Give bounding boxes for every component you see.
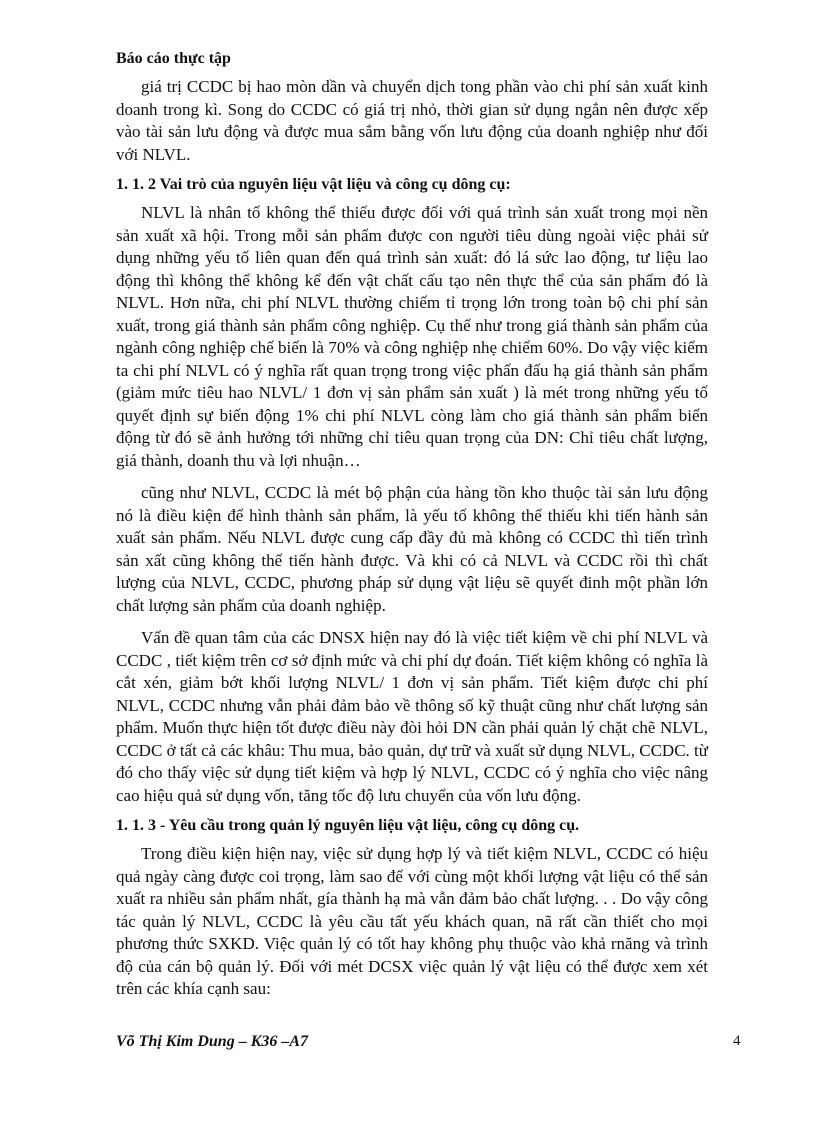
footer-author: Võ Thị Kim Dung – K36 –A7: [116, 1033, 309, 1050]
header-title: Báo cáo thực tập: [116, 50, 231, 67]
paragraph-role-nlvl: NLVL là nhân tố không thể thiếu được đối với quá trình sản xuất trong mọi nền sản xuất xã hội. Trong mỗi sản phẩm được con người tiêu dùng ngoài việc phải sử dụng những yếu tố liên quan đến quá trình sản xuất: đó lá sức lao động, tư liệu lao động thì không thể không kể đến vật chất cấu tạo nên thực thể của sản phẩm đó là NLVL. Hơn nữa, chi phí NLVL thường chiếm tỉ trọng lớn trong toàn bộ chi phí sản xuất, trong giá thành sản phẩm công nghiệp. Cụ thể như trong giá thành sản phẩm của ngành công nghiệp chế biến là 70% và công nghiệp nhẹ chiếm 60%. Do vậy việc kiểm ta chi phí NLVL có ý nghĩa rất quan trọng trong việc phấn đấu hạ giá thành sản phẩm (giảm mức tiêu hao NLVL/ 1 đơn vị sản phẩm sản xuất ) là mét trong những yếu tố quyết định sự biến động 1% chi phí NLVL còng làm cho giá thành sản phẩm biến động từ đó sẽ ảnh hưởng tới những chỉ tiêu quan trọng của DN: Chỉ tiêu chất lượng, giá thành, doanh thu và lợi nhuận…: [116, 203, 708, 470]
section-heading-1-1-3: 1. 1. 3 - Yêu cầu trong quản lý nguyên liệu vật liệu, công cụ dông cụ.: [116, 817, 580, 834]
paragraph-savings: Vấn đề quan tâm của các DNSX hiện nay đó là việc tiết kiệm về chi phí NLVL và CCDC , tiết kiệm trên cơ sở định mức và chi phí dự đoán. Tiết kiệm không có nghĩa là cắt xén, giảm bớt khối lượng NLVL/ 1 đơn vị sản phẩm. Tiết kiệm được chi phí NLVL, CCDC nhưng vẫn phải đảm bảo về thông số kỹ thuật cũng như chất lượng sản phẩm. Muốn thực hiện tốt được điều này đòi hỏi DN cần phải quản lý chặt chẽ NLVL, CCDC ở tất cả các khâu: Thu mua, bảo quản, dự trữ và xuất sử dụng NLVL, CCDC. từ đó cho thấy việc sử dụng tiết kiệm và hợp lý NLVL, CCDC có ý nghĩa cho việc nâng cao hiệu quả sử dụng vốn, tăng tốc độ lưu chuyển của vốn lưu động.: [116, 628, 708, 805]
document-body: [116, 76, 708, 1001]
paragraph-requirements: Trong điều kiện hiện nay, việc sử dụng hợp lý và tiết kiệm NLVL, CCDC có hiệu quả ngày càng được coi trọng, làm sao để với cùng một khối lượng vật liệu có thể sản xuất ra nhiều sản phẩm nhất, gía thành hạ mà vẫn đảm bảo chất lượng. . . Do vậy công tác quản lý NLVL, CCDC là yêu cầu tất yếu khách quan, nã rất cần thiết cho mọi phương thức SXKD. Việc quản lý có tốt hay không phụ thuộc vào khả rnăng và trình độ của cán bộ quản lý. Đối với mét DCSX việc quản lý vật liệu có thể được xem xét trên các khía cạnh sau:: [116, 844, 708, 998]
page-number: 4: [733, 1033, 741, 1049]
section-heading-1-1-2: 1. 1. 2 Vai trò của nguyên liệu vật liệu và công cụ dông cụ:: [116, 176, 511, 193]
paragraph-continuation: giá trị CCDC bị hao mòn dần và chuyển dịch tong phần vào chi phí sản xuất kinh doanh trong kì. Song do CCDC có giá trị nhỏ, thời gian sử dụng ngắn nên được xếp vào tài sản lưu động và được mua sắm bằng vốn lưu động của doanh nghiệp như đối với NLVL.: [116, 77, 708, 164]
paragraph-role-ccdc: cũng như NLVL, CCDC là mét bộ phận của hàng tồn kho thuộc tài sản lưu động nó là điều kiện để hình thành sản phẩm, là yếu tố không thể thiếu khi tiến hành sản xuất sản phẩm. Nếu NLVL được cung cấp đầy đủ mà không có CCDC thì tiến trình sản xất cũng không thể tiến hành được. Và khi có cả NLVL và CCDC rồi thì chất lượng của NLVL, CCDC, phương pháp sử dụng vật liệu sẽ quyết đinh một phần lớn chất lượng sản phẩm của doanh nghiệp.: [116, 483, 708, 615]
